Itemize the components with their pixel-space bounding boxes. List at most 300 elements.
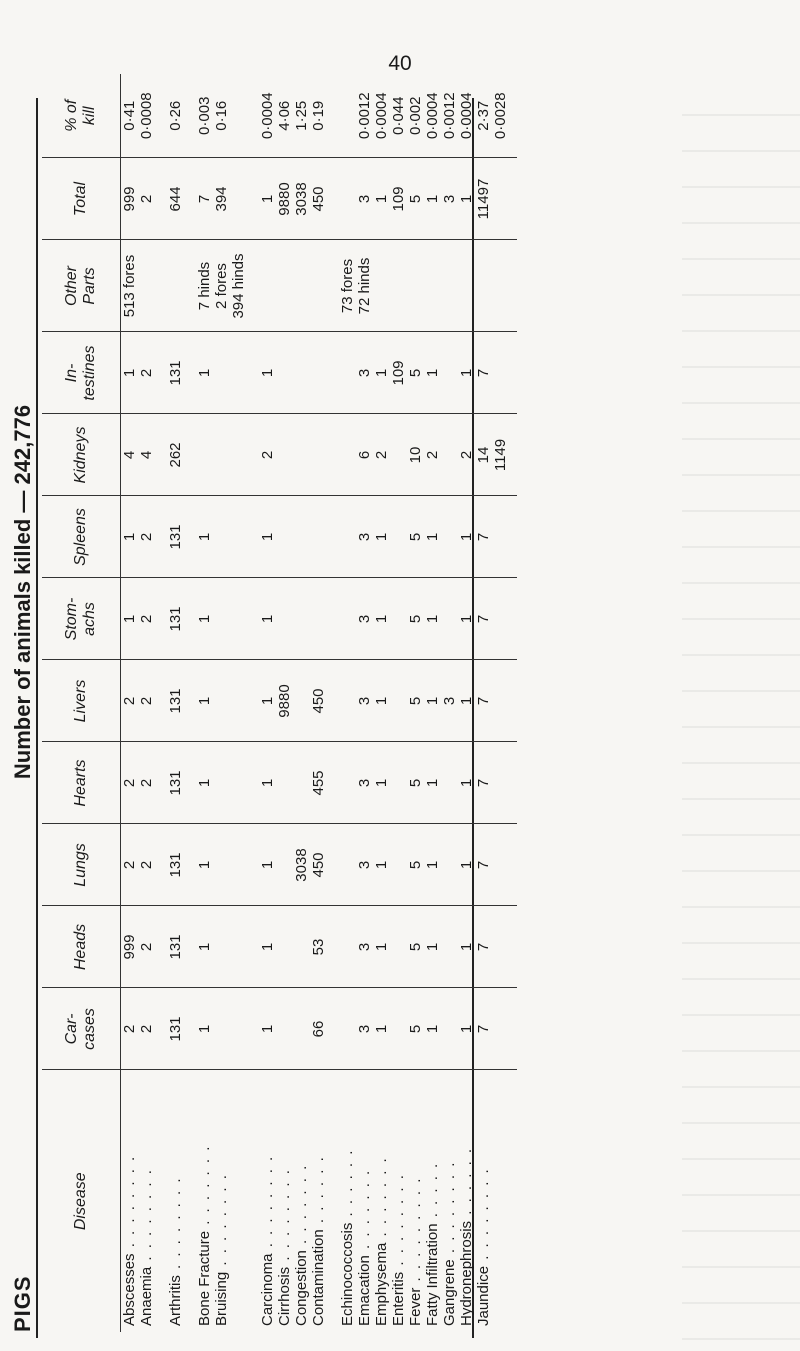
leader-dots: . . . . . . . . xyxy=(121,1154,138,1254)
cell-livers xyxy=(492,660,517,742)
cell-hearts: 131 xyxy=(167,742,184,824)
leader-dots: . . . . . . xyxy=(458,1146,475,1221)
disease-label: Fever xyxy=(407,1287,424,1326)
table-header xyxy=(42,74,121,1332)
disease-label: Bruising xyxy=(213,1271,230,1326)
table-row xyxy=(259,74,276,1332)
cell-intestines: 7 xyxy=(475,332,492,414)
cell-pct: 1·25 xyxy=(293,74,310,158)
cell-lungs: 2 xyxy=(121,824,139,906)
column-header: Disease xyxy=(42,1070,121,1332)
cell-other xyxy=(390,240,407,332)
cell-other xyxy=(475,240,492,332)
disease-label: Bone Fracture xyxy=(196,1230,213,1326)
spacer-cell xyxy=(184,742,196,824)
page-number: 40 xyxy=(388,52,412,75)
cell-spleens xyxy=(230,496,247,578)
cell-stomachs: 1 xyxy=(424,578,441,660)
cell-total: 999 xyxy=(121,158,139,240)
spacer-cell xyxy=(247,332,259,414)
cell-heads: 131 xyxy=(167,906,184,988)
table-row xyxy=(213,74,230,1332)
spacer-cell xyxy=(155,1070,167,1332)
spacer-cell xyxy=(155,988,167,1070)
cell-livers: 1 xyxy=(259,660,276,742)
cell-other xyxy=(167,240,184,332)
cell-hearts xyxy=(276,742,293,824)
table-row xyxy=(458,74,475,1332)
cell-heads: 3 xyxy=(356,906,373,988)
spacer-cell xyxy=(247,906,259,988)
disease-label: Emacation xyxy=(356,1255,373,1326)
cell-stomachs: 5 xyxy=(407,578,424,660)
spacer-cell xyxy=(155,906,167,988)
column-header: Hearts xyxy=(42,742,121,824)
cell-other: 7 hinds xyxy=(196,240,213,332)
disease-label: Gangrene xyxy=(441,1259,458,1326)
cell-stomachs xyxy=(492,578,517,660)
leader-dots: . . . . . . xyxy=(339,1148,356,1223)
table-row xyxy=(230,74,247,1332)
spacer-cell xyxy=(327,578,339,660)
leader-dots: . . . . . . . xyxy=(293,1163,310,1251)
cell-spleens: 131 xyxy=(167,496,184,578)
table-row xyxy=(155,74,167,1332)
cell-total: 1 xyxy=(373,158,390,240)
cell-kidneys: 10 xyxy=(407,414,424,496)
leader-dots: . . . . . . . . xyxy=(213,1173,230,1272)
cell-carcases: 5 xyxy=(407,988,424,1070)
cell-other: 2 fores xyxy=(213,240,230,332)
cell-stomachs: 1 xyxy=(259,578,276,660)
cell-stomachs: 3 xyxy=(356,578,373,660)
cell-intestines: 2 xyxy=(138,332,155,414)
cell-total: 5 xyxy=(407,158,424,240)
cell-spleens xyxy=(390,496,407,578)
cell-livers xyxy=(339,660,356,742)
cell-other xyxy=(407,240,424,332)
table-row xyxy=(138,74,155,1332)
cell-livers: 1 xyxy=(458,660,475,742)
spacer-cell xyxy=(247,578,259,660)
spacer-cell xyxy=(327,158,339,240)
disease-label: Anaemia xyxy=(138,1266,155,1326)
cell-livers: 3 xyxy=(441,660,458,742)
cell-total: 3 xyxy=(356,158,373,240)
cell-carcases: 66 xyxy=(310,988,327,1070)
cell-hearts: 3 xyxy=(356,742,373,824)
cell-lungs xyxy=(339,824,356,906)
cell-other: 513 fores xyxy=(121,240,139,332)
disease-label: Cirrhosis xyxy=(276,1266,293,1326)
cell-total xyxy=(230,158,247,240)
disease-name xyxy=(230,1070,247,1332)
table-row xyxy=(339,74,356,1332)
cell-spleens xyxy=(339,496,356,578)
disease-label: Enteritis xyxy=(390,1271,407,1326)
spacer-cell xyxy=(327,496,339,578)
cell-pct: 0·41 xyxy=(121,74,139,158)
disease-name xyxy=(458,1070,475,1332)
cell-lungs: 3 xyxy=(356,824,373,906)
rotated-table-container xyxy=(10,92,680,1332)
cell-carcases: 7 xyxy=(475,988,492,1070)
cell-spleens: 2 xyxy=(138,496,155,578)
cell-pct: 0·16 xyxy=(213,74,230,158)
cell-stomachs: 1 xyxy=(121,578,139,660)
cell-lungs: 1 xyxy=(458,824,475,906)
spacer-cell xyxy=(247,824,259,906)
cell-pct: 4·06 xyxy=(276,74,293,158)
spacer-cell xyxy=(184,74,196,158)
spacer-cell xyxy=(184,158,196,240)
cell-intestines xyxy=(230,332,247,414)
cell-carcases: 3 xyxy=(356,988,373,1070)
spacer-cell xyxy=(327,74,339,158)
cell-heads: 1 xyxy=(424,906,441,988)
cell-stomachs: 1 xyxy=(196,578,213,660)
cell-livers: 1 xyxy=(196,660,213,742)
cell-spleens: 1 xyxy=(121,496,139,578)
cell-total xyxy=(339,158,356,240)
cell-hearts: 1 xyxy=(373,742,390,824)
table-row xyxy=(310,74,327,1332)
cell-hearts: 1 xyxy=(458,742,475,824)
leader-dots: . . . . . . . . xyxy=(441,1160,458,1260)
cell-kidneys xyxy=(441,414,458,496)
cell-pct: 0·002 xyxy=(407,74,424,158)
cell-stomachs: 131 xyxy=(167,578,184,660)
cell-pct: 0·044 xyxy=(390,74,407,158)
cell-pct xyxy=(339,74,356,158)
cell-hearts: 1 xyxy=(196,742,213,824)
cell-pct: 0·26 xyxy=(167,74,184,158)
cell-total: 2 xyxy=(138,158,155,240)
cell-heads xyxy=(276,906,293,988)
cell-intestines: 131 xyxy=(167,332,184,414)
cell-carcases: 131 xyxy=(167,988,184,1070)
cell-kidneys: 2 xyxy=(373,414,390,496)
disease-label: Carcinoma xyxy=(259,1253,276,1326)
cell-kidneys xyxy=(276,414,293,496)
cell-hearts: 1 xyxy=(259,742,276,824)
disease-name xyxy=(167,1070,184,1332)
cell-livers: 2 xyxy=(138,660,155,742)
cell-intestines xyxy=(441,332,458,414)
spacer-cell xyxy=(327,988,339,1070)
cell-heads xyxy=(339,906,356,988)
cell-kidneys: 4 xyxy=(121,414,139,496)
spacer-cell xyxy=(247,74,259,158)
cell-other xyxy=(424,240,441,332)
table-row xyxy=(441,74,458,1332)
cell-intestines: 1 xyxy=(373,332,390,414)
spacer-cell xyxy=(184,240,196,332)
cell-lungs: 1 xyxy=(196,824,213,906)
table-row xyxy=(293,74,310,1332)
table-body xyxy=(121,74,518,1332)
cell-kidneys xyxy=(230,414,247,496)
cell-kidneys xyxy=(310,414,327,496)
cell-livers xyxy=(293,660,310,742)
table-row xyxy=(424,74,441,1332)
disease-name xyxy=(293,1070,310,1332)
cell-hearts xyxy=(213,742,230,824)
cell-carcases xyxy=(390,988,407,1070)
cell-stomachs xyxy=(230,578,247,660)
cell-hearts: 2 xyxy=(138,742,155,824)
cell-intestines: 1 xyxy=(196,332,213,414)
spacer-cell xyxy=(184,496,196,578)
column-header: Lungs xyxy=(42,824,121,906)
cell-stomachs xyxy=(339,578,356,660)
disease-label: Abscesses xyxy=(121,1253,138,1326)
species-title: PIGS xyxy=(10,1275,35,1332)
cell-pct: 0·0008 xyxy=(138,74,155,158)
cell-spleens: 1 xyxy=(196,496,213,578)
cell-heads xyxy=(492,906,517,988)
disease-label: Jaundice xyxy=(475,1265,492,1326)
cell-spleens xyxy=(492,496,517,578)
disease-table xyxy=(42,74,517,1332)
cell-lungs xyxy=(492,824,517,906)
cell-pct: 0·003 xyxy=(196,74,213,158)
column-header: Total xyxy=(42,158,121,240)
cell-stomachs xyxy=(441,578,458,660)
cell-kidneys: 4 xyxy=(138,414,155,496)
table-row xyxy=(407,74,424,1332)
cell-total: 9880 xyxy=(276,158,293,240)
spacer-cell xyxy=(155,158,167,240)
cell-other: 72 hinds xyxy=(356,240,373,332)
cell-pct: 0·0012 xyxy=(441,74,458,158)
spacer-cell xyxy=(184,578,196,660)
cell-carcases xyxy=(276,988,293,1070)
cell-intestines xyxy=(492,332,517,414)
cell-spleens xyxy=(310,496,327,578)
cell-other xyxy=(373,240,390,332)
leader-dots: . . . . . xyxy=(424,1161,441,1224)
cell-intestines xyxy=(213,332,230,414)
cell-total xyxy=(492,158,517,240)
cell-hearts: 1 xyxy=(424,742,441,824)
cell-lungs xyxy=(441,824,458,906)
cell-lungs: 7 xyxy=(475,824,492,906)
cell-intestines xyxy=(276,332,293,414)
cell-total: 1 xyxy=(458,158,475,240)
cell-lungs xyxy=(276,824,293,906)
cell-intestines: 5 xyxy=(407,332,424,414)
disease-label: Hydronephrosis xyxy=(458,1220,475,1326)
cell-hearts xyxy=(441,742,458,824)
disease-name xyxy=(259,1070,276,1332)
leader-dots: . . . . . . . xyxy=(196,1144,213,1231)
cell-heads xyxy=(441,906,458,988)
cell-other xyxy=(441,240,458,332)
cell-lungs: 1 xyxy=(424,824,441,906)
cell-stomachs: 1 xyxy=(458,578,475,660)
cell-other xyxy=(138,240,155,332)
cell-spleens: 5 xyxy=(407,496,424,578)
column-header: Spleens xyxy=(42,496,121,578)
disease-label: Emphysema xyxy=(373,1242,390,1326)
cell-spleens: 1 xyxy=(373,496,390,578)
cell-heads xyxy=(390,906,407,988)
cell-kidneys xyxy=(213,414,230,496)
cell-carcases: 1 xyxy=(196,988,213,1070)
cell-spleens: 7 xyxy=(475,496,492,578)
cell-heads: 7 xyxy=(475,906,492,988)
cell-kidneys xyxy=(293,414,310,496)
cell-livers xyxy=(213,660,230,742)
cell-total: 3038 xyxy=(293,158,310,240)
spacer-cell xyxy=(155,332,167,414)
cell-kidneys xyxy=(390,414,407,496)
cell-heads: 5 xyxy=(407,906,424,988)
leader-dots: . . . . . . . . xyxy=(167,1176,184,1276)
cell-total: 11497 xyxy=(475,158,492,240)
table-heading: Number of animals killed — 242,776 xyxy=(10,404,35,780)
cell-pct: 0·0004 xyxy=(259,74,276,158)
cell-heads: 1 xyxy=(196,906,213,988)
cell-lungs xyxy=(213,824,230,906)
column-header: Stom- achs xyxy=(42,578,121,660)
cell-total: 644 xyxy=(167,158,184,240)
cell-hearts: 2 xyxy=(121,742,139,824)
table-row xyxy=(276,74,293,1332)
cell-heads xyxy=(213,906,230,988)
cell-carcases xyxy=(492,988,517,1070)
leader-dots: . . . . . . . xyxy=(373,1156,390,1243)
disease-name xyxy=(407,1070,424,1332)
spacer-cell xyxy=(184,824,196,906)
disease-label: Congestion xyxy=(293,1250,310,1326)
cell-spleens xyxy=(213,496,230,578)
column-header: In- testines xyxy=(42,332,121,414)
spacer-cell xyxy=(247,414,259,496)
cell-hearts: 5 xyxy=(407,742,424,824)
cell-livers: 2 xyxy=(121,660,139,742)
leader-dots: . . . . . . . . . xyxy=(407,1176,424,1288)
cell-carcases xyxy=(293,988,310,1070)
column-header: Car- cases xyxy=(42,988,121,1070)
spacer-cell xyxy=(327,660,339,742)
cell-livers: 9880 xyxy=(276,660,293,742)
cell-intestines: 1 xyxy=(424,332,441,414)
spacer-cell xyxy=(247,988,259,1070)
cell-livers: 5 xyxy=(407,660,424,742)
disease-name xyxy=(424,1070,441,1332)
table-row xyxy=(475,74,492,1332)
cell-carcases xyxy=(441,988,458,1070)
cell-total: 7 xyxy=(196,158,213,240)
disease-label: Echinococcosis xyxy=(339,1222,356,1326)
table-sheet xyxy=(10,92,680,1332)
cell-other: 394 hinds xyxy=(230,240,247,332)
cell-stomachs xyxy=(293,578,310,660)
disease-name xyxy=(121,1070,139,1332)
cell-lungs: 131 xyxy=(167,824,184,906)
leader-dots: . . . . . . . . xyxy=(475,1167,492,1266)
table-row xyxy=(167,74,184,1332)
spacer-cell xyxy=(327,906,339,988)
spacer-cell xyxy=(155,660,167,742)
cell-carcases: 1 xyxy=(424,988,441,1070)
cell-livers: 1 xyxy=(373,660,390,742)
cell-stomachs: 7 xyxy=(475,578,492,660)
spacer-cell xyxy=(327,824,339,906)
table-row xyxy=(247,74,259,1332)
cell-total: 109 xyxy=(390,158,407,240)
spacer-cell xyxy=(155,824,167,906)
cell-kidneys: 262 xyxy=(167,414,184,496)
cell-pct: 0·19 xyxy=(310,74,327,158)
spacer-cell xyxy=(184,988,196,1070)
spacer-cell xyxy=(184,414,196,496)
cell-carcases: 1 xyxy=(373,988,390,1070)
table-row xyxy=(196,74,213,1332)
spacer-cell xyxy=(247,240,259,332)
cell-lungs: 3038 xyxy=(293,824,310,906)
cell-stomachs: 1 xyxy=(373,578,390,660)
cell-kidneys: 6 xyxy=(356,414,373,496)
cell-intestines xyxy=(293,332,310,414)
cell-intestines xyxy=(339,332,356,414)
spacer-cell xyxy=(327,742,339,824)
disease-name xyxy=(310,1070,327,1332)
disease-name xyxy=(339,1070,356,1332)
cell-carcases: 2 xyxy=(121,988,139,1070)
spacer-cell xyxy=(155,742,167,824)
cell-stomachs xyxy=(390,578,407,660)
cell-kidneys: 14 xyxy=(475,414,492,496)
disease-name xyxy=(213,1070,230,1332)
leader-dots: . . . . . . . . xyxy=(138,1168,155,1267)
cell-stomachs xyxy=(213,578,230,660)
cell-carcases: 1 xyxy=(259,988,276,1070)
cell-total: 3 xyxy=(441,158,458,240)
cell-lungs: 1 xyxy=(259,824,276,906)
cell-lungs: 1 xyxy=(373,824,390,906)
cell-other xyxy=(276,240,293,332)
cell-hearts xyxy=(230,742,247,824)
spacer-cell xyxy=(247,1070,259,1332)
cell-lungs: 450 xyxy=(310,824,327,906)
spacer-cell xyxy=(327,1070,339,1332)
cell-pct: 0·0004 xyxy=(424,74,441,158)
cell-carcases xyxy=(230,988,247,1070)
disease-name xyxy=(276,1070,293,1332)
disease-label: Contamination xyxy=(310,1229,327,1326)
table-row xyxy=(184,74,196,1332)
cell-intestines: 1 xyxy=(458,332,475,414)
spacer-cell xyxy=(247,158,259,240)
disease-name xyxy=(441,1070,458,1332)
cell-kidneys: 2 xyxy=(458,414,475,496)
column-header: Livers xyxy=(42,660,121,742)
disease-name xyxy=(492,1070,517,1332)
cell-heads xyxy=(230,906,247,988)
disease-label: Arthritis xyxy=(167,1275,184,1326)
cell-spleens xyxy=(293,496,310,578)
cell-heads: 1 xyxy=(259,906,276,988)
cell-pct: 0·0004 xyxy=(458,74,475,158)
spacer-cell xyxy=(184,906,196,988)
disease-name xyxy=(356,1070,373,1332)
cell-hearts xyxy=(293,742,310,824)
disease-name xyxy=(138,1070,155,1332)
cell-total: 450 xyxy=(310,158,327,240)
